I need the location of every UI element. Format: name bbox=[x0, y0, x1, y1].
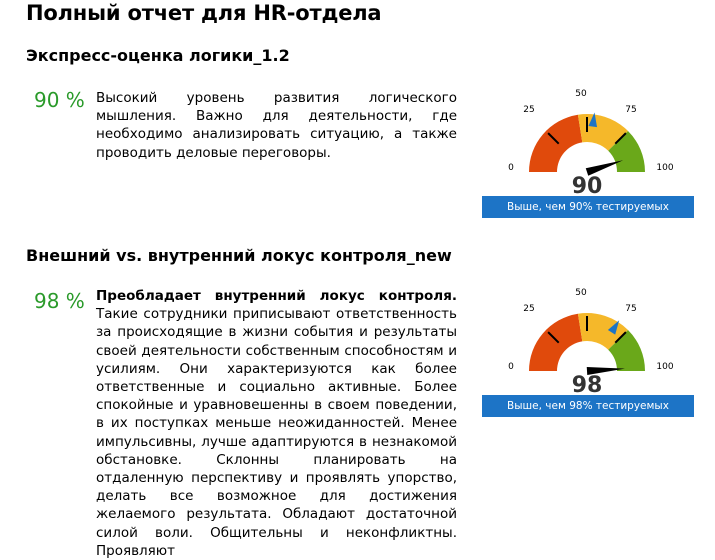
description-lead: Преобладает внутренний локус контроля. bbox=[96, 288, 457, 304]
score-percent: 90 % bbox=[34, 88, 85, 112]
gauge-tick-label-25: 25 bbox=[523, 105, 535, 115]
gauge-tick-label-75: 75 bbox=[625, 105, 637, 115]
gauge-caption: Выше, чем 98% тестируемых bbox=[482, 395, 694, 417]
gauge-caption: Выше, чем 90% тестируемых bbox=[482, 196, 694, 218]
gauge-tick-label-100: 100 bbox=[656, 362, 674, 372]
gauge-tick-label-25: 25 bbox=[523, 304, 535, 314]
score-percent: 98 % bbox=[34, 289, 85, 313]
gauge-value: 98 bbox=[571, 373, 603, 395]
section-title: Экспресс-оценка логики_1.2 bbox=[26, 46, 290, 65]
gauge-tick-label-100: 100 bbox=[656, 163, 674, 173]
gauge-tick-label-75: 75 bbox=[625, 304, 637, 314]
gauge-svg bbox=[482, 283, 694, 395]
section-description bbox=[96, 287, 457, 560]
gauge-segment-low bbox=[529, 314, 582, 371]
gauge-widget bbox=[482, 283, 694, 412]
gauge-tick-label-0: 0 bbox=[508, 362, 514, 372]
section-title: Внешний vs. внутренний локус контроля_new bbox=[26, 246, 452, 265]
page-title: Полный отчет для HR-отдела bbox=[26, 1, 382, 25]
gauge-tick-label-50: 50 bbox=[575, 89, 587, 99]
description-text: Такие сотрудники приписывают ответственность за происходящие в жизни события и результаты своей деятельности собственным способностям и усилиям. Они характеризуются как более ответственные и социально активные. Более спокойные и уравновешенны в своем поведении, в их поступках меньше неожиданностей. Менее импульсивны, лучше адаптируются в незнакомой обстановке. Склонны планировать на отдаленную перспективу и проявлять упорство, делать все возможное для достижения желаемого результата. Обладают достаточной силой воли. Общительны и неконфликтны. Проявляют bbox=[96, 306, 457, 559]
gauge-tick-label-0: 0 bbox=[508, 163, 514, 173]
gauge-value: 90 bbox=[571, 174, 603, 196]
description-text: Высокий уровень развития логического мышления. Важно для деятельности, где необходимо анализировать ситуацию, а также проводить деловые переговоры. bbox=[96, 90, 457, 161]
gauge-tick-label-50: 50 bbox=[575, 288, 587, 298]
